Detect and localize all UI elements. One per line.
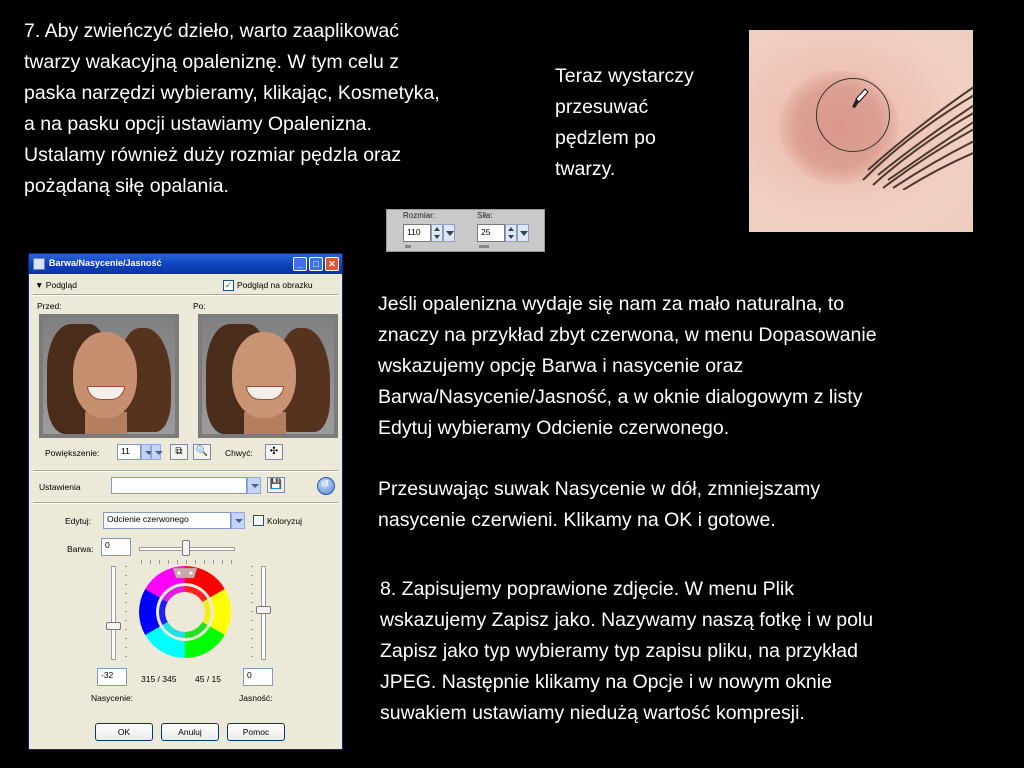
separator [33, 294, 338, 296]
dialog-title: Barwa/Nasycenie/Jasność [49, 258, 162, 268]
edit-dropdown-button[interactable] [231, 512, 245, 529]
size-dropdown[interactable] [443, 224, 455, 242]
close-button[interactable]: ✕ [325, 257, 339, 271]
minimize-button[interactable]: _ [293, 257, 307, 271]
step7-instructions: 7. Aby zwieńczyć dzieło, warto zaaplikować twarzy wakacyjną opaleniznę. W tym celu z paska narzędzi wybieramy, klikając, Kosmetyka, a na pasku opcji ustawiamy Opalenizna. Ustalamy również duży rozmiar pędzla oraz pożądaną siłę opalania. [24, 20, 440, 197]
lightness-slider-thumb[interactable] [256, 606, 271, 614]
range-left-label: 315 / 345 [141, 674, 177, 684]
tan-brush-photo [749, 30, 973, 232]
zoom-fit-icon: ⧉ [175, 446, 183, 457]
edit-select[interactable]: Odcienie czerwonego [103, 512, 231, 529]
zoom-dropdown[interactable] [151, 444, 161, 460]
strength-slider-indicator [479, 245, 489, 248]
hue-input[interactable]: 0 [101, 538, 131, 556]
checkmark-icon: ✓ [224, 280, 233, 290]
cancel-button[interactable]: Anuluj [161, 723, 219, 741]
lightness-label: Jasność: [239, 693, 273, 703]
colorize-label: Koloryzuj [267, 516, 302, 526]
triangle-down-icon: ▼ [35, 280, 44, 290]
saturation-label: Nasycenie: [91, 693, 134, 703]
help-button[interactable]: Pomoc [227, 723, 285, 741]
settings-select[interactable] [111, 477, 247, 494]
separator [33, 502, 338, 504]
before-preview-image[interactable] [39, 314, 179, 438]
brush-icon [851, 88, 869, 112]
app-icon [33, 258, 45, 270]
too-red-instructions: Jeśli opalenizna wydaje się nam za mało naturalna, to znaczy na przykład zbyt czerwona, w menu Dopasowanie wskazujemy opcję Barwa i nasycenie oraz Barwa/Nasycenie/Jasność, a w oknie dialogowym z listy Edytuj wybieramy Odcienie czerwonego. [378, 293, 877, 439]
strength-dropdown[interactable] [517, 224, 529, 242]
zoom-tool-button[interactable] [193, 444, 211, 460]
zoom-fit-button[interactable] [170, 444, 188, 460]
size-slider-indicator [405, 245, 411, 248]
hue-saturation-dialog [28, 253, 343, 750]
saturation-slider-ticks [125, 566, 127, 660]
pan-label: Chwyć: [225, 448, 253, 458]
size-input[interactable]: 110 [403, 224, 431, 242]
lightness-slider-ticks [251, 566, 253, 660]
floppy-disk-icon: 💾 [269, 479, 283, 490]
save-settings-button[interactable] [267, 477, 285, 493]
settings-label: Ustawienia [39, 482, 81, 492]
zoom-label: Powiększenie: [45, 448, 100, 458]
colorize-checkbox[interactable] [253, 515, 264, 526]
ok-button[interactable]: OK [95, 723, 153, 741]
preview-toggle-label: Podgląd [45, 280, 77, 290]
brush-hint-text: Teraz wystarczy przesuwać pędzlem po twarzy. [555, 65, 694, 180]
edit-label: Edytuj: [65, 516, 91, 526]
preview-on-image-checkbox[interactable] [223, 280, 234, 291]
range-right-label: 45 / 15 [195, 674, 221, 684]
pan-button[interactable] [265, 444, 283, 460]
brush-options-toolbar [386, 209, 545, 252]
magnifier-icon: 🔍 [195, 446, 209, 457]
hue-color-wheel[interactable] [137, 564, 233, 660]
hue-label: Barwa: [67, 544, 94, 554]
size-spinner[interactable] [431, 224, 443, 242]
settings-dropdown-button[interactable] [247, 477, 261, 494]
zoom-input[interactable]: 11 [117, 444, 141, 460]
strength-input[interactable]: 25 [477, 224, 505, 242]
preview-on-image-label: Podgląd na obrazku [237, 280, 313, 290]
saturation-instructions: Przesuwając suwak Nasycenie w dół, zmniejszamy nasycenie czerwieni. Klikamy na OK i gotowe. [378, 478, 821, 531]
preview-toggle[interactable] [35, 280, 77, 290]
strength-spinner[interactable] [505, 224, 517, 242]
reset-button[interactable] [317, 477, 335, 495]
lightness-input[interactable]: 0 [243, 668, 273, 686]
strength-label: Siła: [477, 211, 493, 220]
saturation-slider-thumb[interactable] [106, 622, 121, 630]
after-label: Po: [193, 301, 206, 311]
maximize-button[interactable]: □ [309, 257, 323, 271]
size-label: Rozmiar: [403, 211, 436, 220]
zoom-spinner[interactable] [141, 444, 151, 460]
saturation-input[interactable]: -32 [97, 668, 127, 686]
dialog-titlebar[interactable] [29, 254, 342, 274]
move-icon: ✣ [269, 446, 279, 457]
before-label: Przed: [37, 301, 62, 311]
after-preview-image[interactable] [198, 314, 338, 438]
hue-slider-thumb[interactable] [182, 540, 190, 556]
step8-instructions: 8. Zapisujemy poprawione zdjęcie. W menu Plik wskazujemy Zapisz jako. Nazywamy naszą fotkę i w polu Zapisz jako typ wybieramy typ zapisu pliku, na przykład JPEG. Następnie klikamy na Opcje i w nowym oknie suwakiem ustawiamy niedużą wartość kompresji. [380, 578, 874, 724]
separator [33, 470, 338, 472]
saturation-slider-track[interactable] [111, 566, 116, 660]
reset-icon: ↺ [321, 479, 330, 490]
